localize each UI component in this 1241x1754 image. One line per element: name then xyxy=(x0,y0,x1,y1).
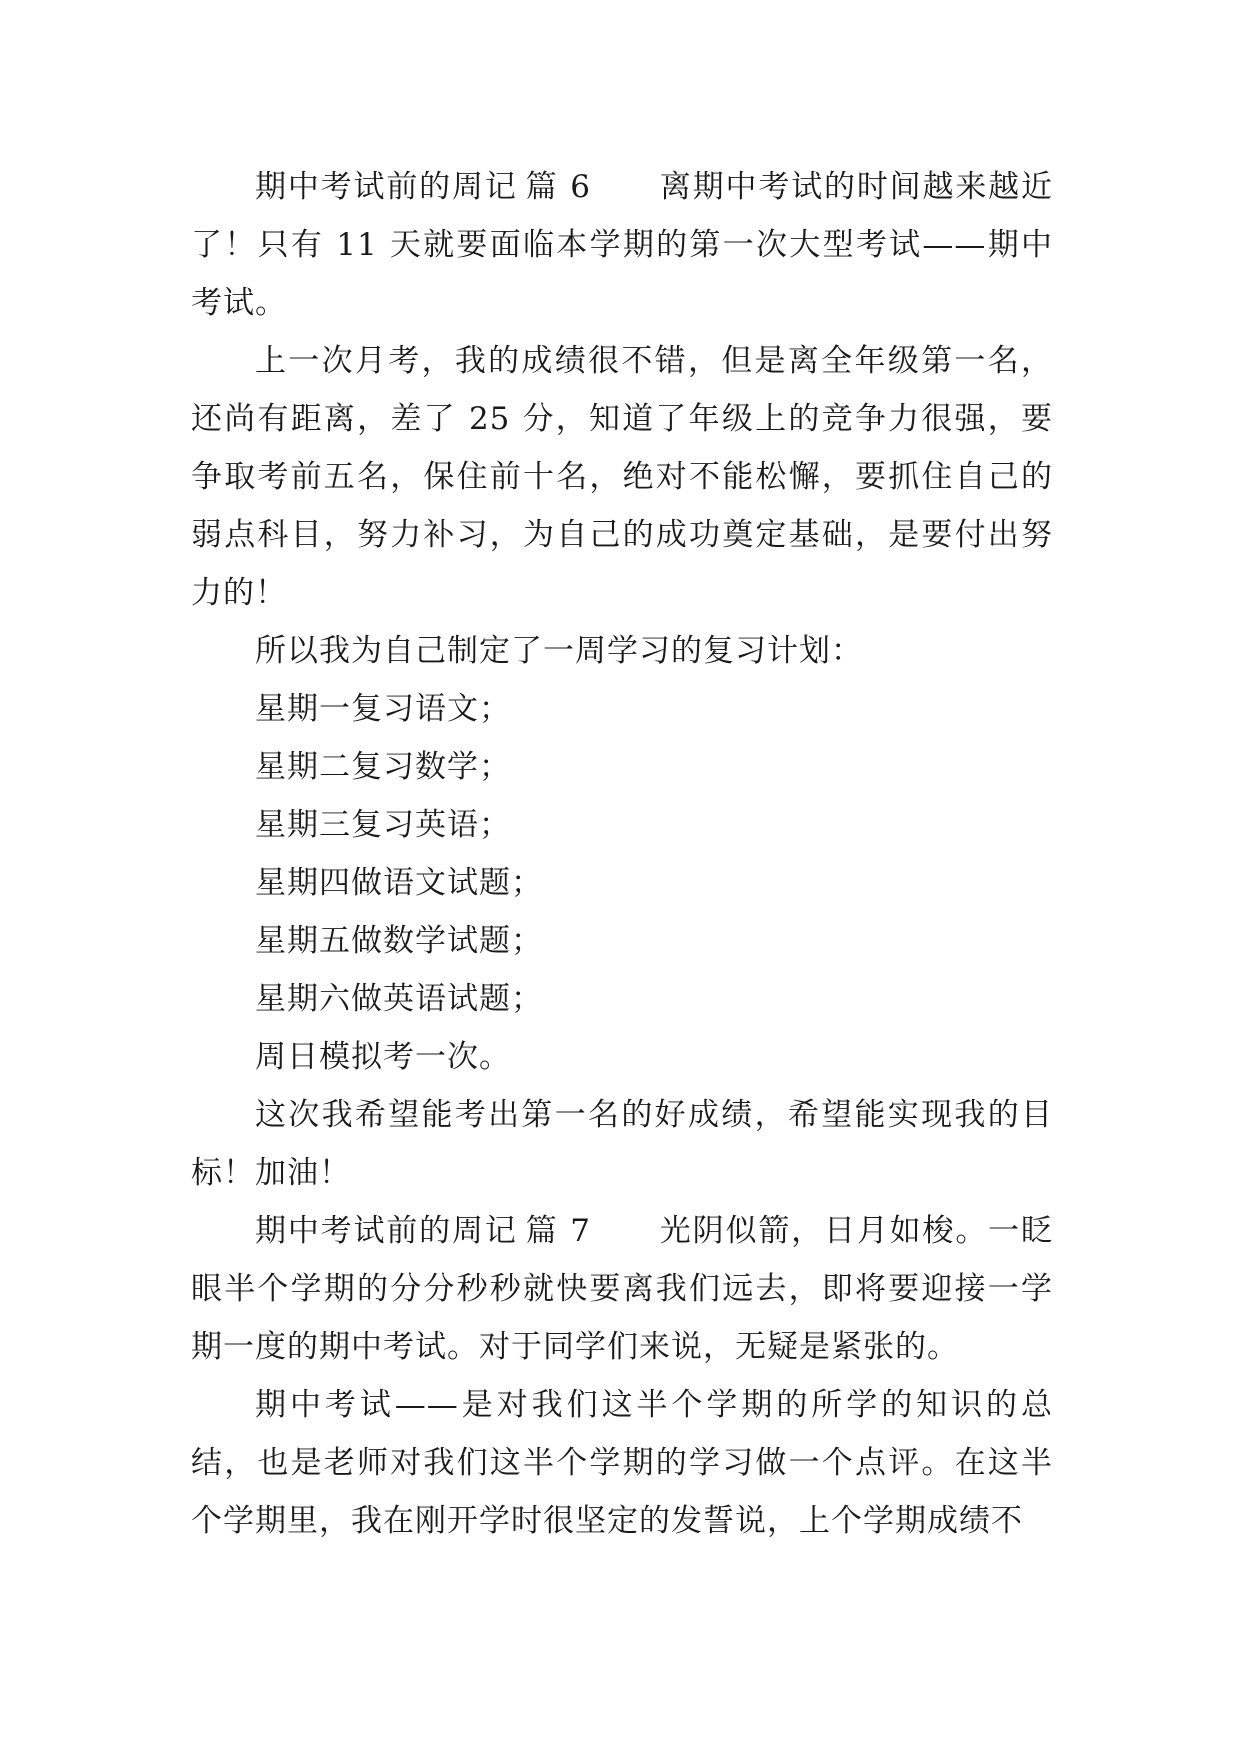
section-6-heading: 期中考试前的周记 xyxy=(255,169,518,205)
section-6-opening xyxy=(191,158,1053,332)
plan-item-tuesday: 星期二复习数学； xyxy=(255,749,511,785)
plan-item-thursday: 星期四做语文试题； xyxy=(255,865,543,901)
section-7-paragraph-1: 期中考试——是对我们这半个学期的所学的知识的总结，也是老师对我们这半个学期的学习做一个点评。在这半个学期里，我在刚开学时很坚定的发誓说，上个学期成绩不 xyxy=(191,1387,1053,1539)
section-7-number: 篇 7 xyxy=(525,1213,591,1249)
plan-item-monday: 星期一复习语文； xyxy=(255,691,511,727)
plan-item-friday: 星期五做数学试题； xyxy=(255,923,543,959)
section-6-paragraph-1: 上一次月考，我的成绩很不错，但是离全年级第一名，还尚有距离，差了 25 分，知道了年级上的竞争力很强，要争取考前五名，保住前十名，绝对不能松懈，要抓住自己的弱点科目，努力补习，为自己的成功奠定基础，是要付出努力的！ xyxy=(191,343,1053,611)
plan-item-sunday: 周日模拟考一次。 xyxy=(255,1039,511,1075)
plan-title: 所以我为自己制定了一周学习的复习计划： xyxy=(255,633,863,669)
section-7-opening xyxy=(191,1202,1053,1376)
document-body xyxy=(191,158,1053,1550)
plan-item-saturday: 星期六做英语试题； xyxy=(255,981,543,1017)
section-7-intro: 光阴似箭，日月如梭。一眨眼半个学期的分分秒秒就快要离我们远去，即将要迎接一学期一度的期中考试。对于同学们来说，无疑是紧张的。 xyxy=(191,1213,1054,1365)
plan-item-wednesday: 星期三复习英语； xyxy=(255,807,511,843)
section-6-intro: 离期中考试的时间越来越近了！只有 11 天就要面临本学期的第一次大型考试——期中考试。 xyxy=(191,169,1054,321)
section-7-heading: 期中考试前的周记 xyxy=(255,1213,518,1249)
section-6-number: 篇 6 xyxy=(525,169,591,205)
section-6-closing: 这次我希望能考出第一名的好成绩，希望能实现我的目标！加油！ xyxy=(191,1097,1053,1191)
